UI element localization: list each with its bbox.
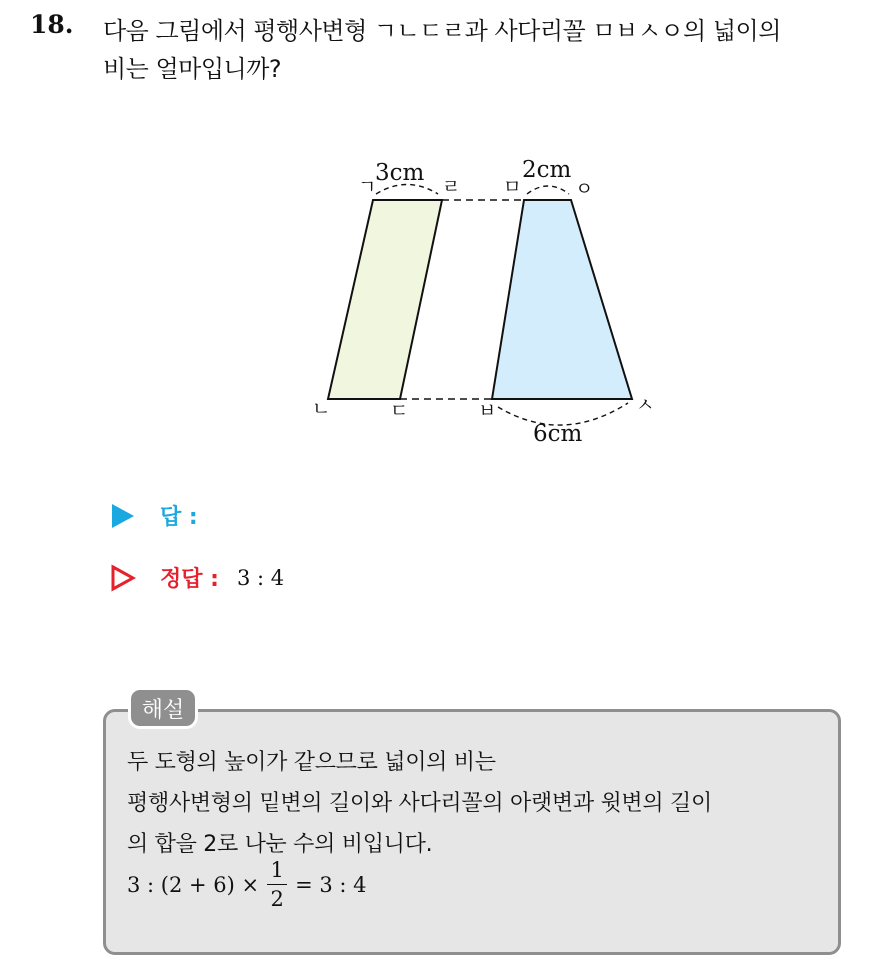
figure-svg <box>290 145 670 450</box>
vertex-o-label: ㅇ <box>575 178 594 200</box>
vertex-g-label: ㄱ <box>358 176 377 198</box>
outline-triangle-icon <box>110 564 136 592</box>
question-text <box>103 12 863 88</box>
vertex-m-label: ㅁ <box>503 176 522 198</box>
formula-left: 3 : (2 + 6) × <box>127 872 260 897</box>
parallelogram-shape <box>328 200 442 399</box>
question-text-line-1: 다음 그림에서 평행사변형 ㄱㄴㄷㄹ과 사다리꼴 ㅁㅂㅅㅇ의 넓이의 <box>103 17 781 45</box>
geometry-figure <box>290 145 670 450</box>
formula-right: = 3 : 4 <box>295 872 367 897</box>
question-text-line-2: 비는 얼마입니까? <box>103 55 282 83</box>
fraction-denominator: 2 <box>270 887 284 911</box>
formula-fraction <box>267 856 287 913</box>
top-2cm-arc <box>527 186 569 194</box>
trapezoid-top-length: 2cm <box>522 157 572 183</box>
trapezoid-bottom-length: 6cm <box>533 421 583 447</box>
parallelogram-top-length: 3cm <box>375 160 425 186</box>
explanation-line-1: 두 도형의 높이가 같으므로 넓이의 비는 <box>127 750 496 775</box>
vertex-n-label: ㄴ <box>312 398 331 420</box>
answer-row <box>110 500 198 531</box>
trapezoid-shape <box>492 200 632 399</box>
vertex-s-label: ㅅ <box>636 394 655 416</box>
correct-answer-row <box>110 562 284 593</box>
correct-answer-label: 정답 : <box>160 567 219 592</box>
vertex-b-label: ㅂ <box>478 400 497 422</box>
question-number: 18. <box>30 10 74 39</box>
vertex-d-label: ㄷ <box>390 400 409 422</box>
answer-label: 답 : <box>160 505 198 530</box>
explanation-tab: 해설 <box>128 687 198 729</box>
play-triangle-icon <box>110 502 136 530</box>
explanation-line-2: 평행사변형의 밑변의 길이와 사다리꼴의 아랫변과 윗변의 길이 <box>127 791 712 816</box>
explanation-text <box>127 742 837 865</box>
correct-answer-value: 3 : 4 <box>236 565 285 590</box>
fraction-numerator: 1 <box>270 858 284 882</box>
explanation-formula <box>127 856 367 913</box>
vertex-r-label: ㄹ <box>442 176 461 198</box>
explanation-line-3: 의 합을 2로 나눈 수의 비입니다. <box>127 832 433 857</box>
